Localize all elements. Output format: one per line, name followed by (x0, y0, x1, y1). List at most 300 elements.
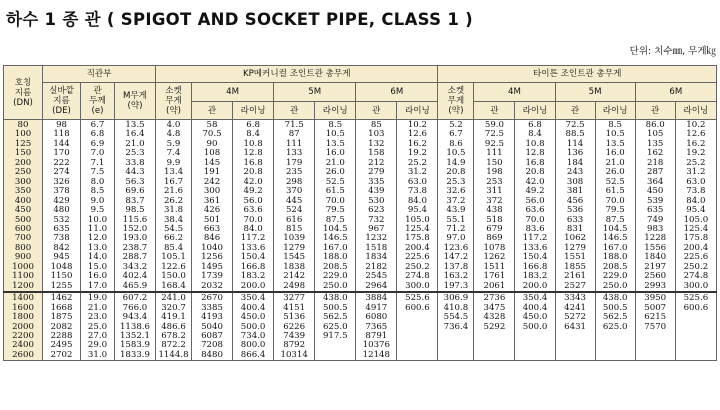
table-cell: 84.0 (686, 195, 706, 206)
table-cell: 562.5 (602, 312, 628, 323)
table-cell: 95.4 (686, 205, 706, 216)
table-cell: 378 (53, 186, 70, 197)
table-cell: 361 (203, 195, 221, 206)
table-cell: 87.5 (325, 214, 345, 225)
table-cell: 6.8 (528, 120, 542, 130)
header-kp-4m: 4M (191, 83, 273, 102)
table-cell: 917.5 (322, 330, 348, 341)
table-cell: 6226 (283, 321, 306, 332)
table-cell: 8.5 (90, 186, 105, 197)
table-cell: 200.4 (405, 242, 430, 253)
table-cell: 25.2 (686, 157, 706, 168)
table-cell: 95.4 (407, 205, 427, 216)
table-cell: 73.8 (407, 186, 427, 197)
table-cell: 229.0 (602, 271, 628, 282)
table-cell: 402.4 (122, 271, 148, 282)
value-column (156, 292, 192, 361)
value-column (635, 292, 675, 361)
table-cell: 532 (53, 214, 70, 225)
table-cell: 105 (647, 129, 664, 140)
table-cell: 23.0 (87, 312, 108, 323)
table-cell: 12148 (362, 349, 390, 360)
table-cell (397, 351, 437, 360)
table-cell: 135 (647, 138, 664, 149)
table-cell: 1833.9 (119, 349, 151, 360)
header-lining: 라이닝 (675, 102, 716, 120)
table-cell: 4328 (483, 312, 506, 323)
table-cell: 736.4 (443, 321, 469, 332)
table-cell: 103 (368, 129, 385, 140)
table-cell: 2182 (365, 261, 388, 272)
table-cell: 5136 (283, 312, 306, 323)
table-cell: 250 (14, 167, 32, 178)
table-cell: 438.0 (322, 293, 348, 304)
table-cell: 150.4 (522, 252, 548, 263)
table-cell: 13.0 (87, 242, 108, 253)
table-cell: 429 (53, 195, 70, 206)
table-cell: 13.5 (125, 120, 145, 130)
header-pipe: 관 (635, 102, 675, 120)
table-cell: 79.5 (605, 205, 625, 216)
table-cell: 9.9 (166, 157, 181, 168)
table-cell: 10.5 (605, 129, 625, 140)
table-cell: 225.6 (405, 252, 430, 263)
table-cell: 61.5 (325, 186, 345, 197)
table-cell: 7570 (644, 321, 667, 332)
table-cell: 800.0 (240, 340, 266, 351)
table-cell: 38.4 (163, 214, 184, 225)
table-cell: 2670 (201, 293, 223, 304)
table-cell: 8.5 (328, 120, 343, 130)
table-cell: 198 (486, 167, 503, 178)
table-cell: 518 (486, 214, 503, 225)
table-cell: 1551 (564, 252, 587, 263)
table-cell: 66.2 (163, 233, 184, 244)
header-straight-section: 직관부 (43, 66, 156, 83)
table-cell: 163.2 (443, 271, 469, 282)
table-cell (474, 351, 514, 360)
table-cell: 6215 (644, 312, 667, 323)
table-cell: 274 (53, 167, 70, 178)
header-kp-6m: 6M (356, 83, 438, 102)
table-cell: 200.0 (522, 280, 548, 291)
table-cell: 372 (486, 195, 503, 206)
header-nominal-diameter: 호칭 지름 (DN) (4, 66, 43, 120)
table-cell: 72.5 (484, 129, 505, 140)
nominal-diameter-column (4, 120, 43, 293)
table-cell: 8791 (365, 330, 388, 341)
table-cell: 308 (566, 176, 584, 187)
value-column (595, 120, 635, 293)
table-cell: 2082 (50, 321, 73, 332)
value-column (397, 292, 438, 361)
table-cell: 1511 (483, 261, 506, 272)
table-cell: 869 (486, 233, 503, 244)
table-cell: 450 (14, 205, 32, 216)
table-cell: 170 (53, 148, 70, 159)
table-cell: 32.6 (446, 186, 466, 197)
table-group-2 (4, 292, 717, 361)
table-cell: 17.0 (87, 280, 108, 291)
table-cell: 235 (285, 167, 303, 178)
table-cell: 4917 (365, 302, 388, 313)
table-cell: 104.5 (322, 223, 348, 234)
table-cell: 7208 (201, 340, 223, 351)
table-cell: 6.7 (449, 129, 463, 140)
table-cell: 500.5 (322, 302, 348, 313)
table-cell: 87.5 (605, 214, 625, 225)
header-pipe: 관 (356, 102, 397, 120)
table-cell: 5040 (201, 321, 223, 332)
table-cell: 5292 (483, 321, 506, 332)
table-cell (438, 351, 473, 360)
table-cell: 2400 (12, 340, 34, 351)
table-cell: 287 (647, 167, 664, 178)
table-cell: 19.0 (87, 293, 108, 304)
table-cell: 554.5 (443, 312, 469, 323)
table-cell: 10314 (280, 349, 308, 360)
table-cell: 866.4 (240, 349, 266, 360)
table-cell: 525.6 (405, 293, 430, 304)
value-column (555, 120, 595, 293)
header-pipe: 관 (191, 102, 232, 120)
table-cell: 679 (486, 223, 503, 234)
table-cell: 29.0 (87, 340, 108, 351)
table-cell: 2498 (283, 280, 306, 291)
table-cell: 7.4 (166, 148, 181, 159)
table-cell: 31.2 (407, 167, 427, 178)
table-cell: 166.8 (240, 261, 266, 272)
value-column (675, 120, 716, 293)
table-cell: 162 (647, 148, 664, 159)
table-cell: 335 (368, 176, 385, 187)
table-cell: 12.6 (407, 129, 427, 140)
table-cell: 118 (53, 129, 70, 140)
table-cell: 179 (285, 157, 303, 168)
table-cell: 52.5 (605, 176, 625, 187)
table-cell: 1138.6 (119, 321, 151, 332)
table-cell: 25.2 (407, 157, 427, 168)
value-column (114, 292, 155, 361)
table-cell: 8792 (283, 340, 306, 351)
table-cell: 37.2 (446, 195, 466, 206)
table-cell: 147.2 (443, 252, 469, 263)
table-cell: 2495 (50, 340, 73, 351)
value-column (555, 292, 595, 361)
header-lining: 라이닝 (515, 102, 555, 120)
table-cell: 288.7 (122, 252, 148, 263)
table-cell: 450.0 (240, 312, 266, 323)
table-cell: 439 (368, 186, 385, 197)
table-cell: 326 (53, 176, 70, 187)
table-cell: 20.8 (525, 167, 545, 178)
table-cell: 16.4 (125, 129, 145, 140)
table-cell: 4193 (201, 312, 223, 323)
table-cell: 1556 (644, 242, 667, 253)
table-cell: 2142 (283, 271, 306, 282)
table-cell: 111 (486, 148, 503, 159)
table-cell: 8.0 (90, 176, 105, 187)
table-cell (556, 351, 595, 360)
table-cell: 136 (566, 148, 584, 159)
table-cell: 1048 (50, 261, 73, 272)
value-column (675, 292, 716, 361)
table-cell: 63.0 (407, 176, 427, 187)
table-cell: 31.2 (686, 167, 706, 178)
table-cell: 300.0 (405, 280, 430, 291)
table-cell: 1040 (201, 242, 223, 253)
table-cell: 1834 (365, 252, 388, 263)
table-cell: 16.0 (325, 148, 345, 159)
value-column (438, 120, 474, 293)
table-cell: 44.3 (125, 167, 145, 178)
table-cell: 16.8 (243, 157, 263, 168)
table-cell: 117.2 (522, 233, 548, 244)
table-cell: 983 (647, 223, 664, 234)
table-cell: 54.5 (163, 223, 184, 234)
table-cell: 222 (53, 157, 70, 168)
table-cell: 191 (203, 167, 221, 178)
table-cell: 900 (14, 252, 32, 263)
table-cell: 7.1 (90, 157, 105, 168)
table-cell: 184 (566, 157, 584, 168)
table-cell: 445 (285, 195, 303, 206)
table-cell: 84.0 (407, 195, 427, 206)
table-cell: 105.0 (405, 214, 430, 225)
table-cell: 133.6 (240, 242, 266, 253)
table-cell: 3884 (365, 293, 388, 304)
table-cell: 635 (647, 205, 664, 216)
header-tyton-socket-weight: 소켓 무게 (약) (438, 83, 474, 120)
table-cell: 16.2 (686, 138, 706, 149)
table-cell: 1228 (644, 233, 667, 244)
table-cell: 501 (203, 214, 221, 225)
table-cell: 1232 (365, 233, 388, 244)
table-cell: 146.5 (602, 233, 628, 244)
table-cell: 20.8 (446, 167, 466, 178)
table-cell: 125 (14, 138, 32, 149)
table-cell: 1875 (50, 312, 73, 323)
table-cell: 500.0 (522, 321, 548, 332)
table-cell: 3475 (483, 302, 506, 313)
table-cell: 6.9 (90, 138, 105, 149)
table-cell: 70.5 (202, 129, 222, 140)
header-pipe: 관 (274, 102, 315, 120)
table-cell: 2032 (201, 280, 223, 291)
table-cell: 70.0 (605, 195, 625, 206)
table-cell: 225.6 (683, 252, 709, 263)
table-cell: 607.2 (122, 293, 148, 304)
table-cell: 49.2 (243, 186, 263, 197)
table-cell: 5272 (564, 312, 587, 323)
value-column (43, 292, 81, 361)
table-cell: 306.9 (443, 293, 469, 304)
table-cell: 2161 (564, 271, 587, 282)
table-cell: 83.6 (525, 223, 545, 234)
table-cell: 7.5 (90, 167, 105, 178)
table-cell: 72.5 (565, 120, 585, 130)
table-cell: 71.5 (284, 120, 304, 130)
table-cell: 183.2 (522, 271, 548, 282)
table-cell: 79.5 (325, 205, 345, 216)
table-cell: 105.0 (683, 214, 709, 225)
header-thickness: 관 두께 (e) (81, 83, 115, 120)
table-cell: 7439 (283, 330, 306, 341)
table-cell: 536 (566, 205, 584, 216)
table-cell: 600.6 (683, 302, 709, 313)
table-cell: 73.8 (686, 186, 706, 197)
table-cell: 1761 (483, 271, 506, 282)
table-cell: 500 (14, 214, 32, 225)
table-cell: 2702 (50, 349, 73, 360)
table-cell: 438 (486, 205, 503, 216)
table-cell: 183.2 (240, 271, 266, 282)
table-cell: 167.0 (322, 242, 348, 253)
table-cell: 125.4 (683, 223, 709, 234)
table-cell: 2000 (12, 321, 34, 332)
table-cell: 15.0 (87, 261, 108, 272)
header-lining: 라이닝 (397, 102, 438, 120)
table-cell: 212 (368, 157, 385, 168)
header-kp-total-weight: KP메커니컬 조인트관 총무게 (156, 66, 438, 83)
table-cell: 200.4 (683, 242, 709, 253)
table-cell: 25.3 (446, 176, 466, 187)
table-cell: 49.2 (525, 186, 545, 197)
table-cell: 3277 (283, 293, 306, 304)
table-cell: 1039 (283, 233, 306, 244)
value-column (315, 292, 356, 361)
table-cell: 2197 (644, 261, 667, 272)
header-pipe: 관 (555, 102, 595, 120)
table-cell: 4241 (564, 302, 587, 313)
table-cell: 700 (14, 233, 32, 244)
table-cell: 1800 (12, 312, 34, 323)
value-column (474, 292, 515, 361)
table-cell: 197.3 (443, 280, 469, 291)
table-cell: 193.0 (122, 233, 148, 244)
table-cell: 71.2 (446, 223, 466, 234)
table-cell: 486.6 (161, 321, 186, 332)
table-cell: 732 (368, 214, 385, 225)
table-cell: 26.0 (605, 167, 625, 178)
table-cell: 5.2 (449, 120, 463, 130)
table-cell: 250.0 (322, 280, 348, 291)
table-cell: 456 (566, 195, 584, 206)
table-cell: 19.2 (407, 148, 427, 159)
table-cell: 1256 (201, 252, 223, 263)
table-cell: 200.0 (240, 280, 266, 291)
table-cell: 350.4 (522, 293, 548, 304)
table-cell: 21.0 (605, 157, 625, 168)
table-cell: 70.0 (525, 214, 545, 225)
table-cell: 6087 (201, 330, 223, 341)
table-cell: 123.6 (443, 242, 469, 253)
table-cell: 253 (486, 176, 503, 187)
table-cell: 465.9 (122, 280, 148, 291)
table-cell: 5.9 (166, 138, 181, 149)
table-cell: 381 (566, 186, 584, 197)
table-cell: 7.0 (90, 148, 105, 159)
table-cell: 2288 (50, 330, 73, 341)
table-cell: 125.4 (405, 223, 430, 234)
table-cell: 16.8 (525, 157, 545, 168)
table-cell: 25.0 (87, 321, 108, 332)
table-cell: 13.5 (325, 138, 345, 149)
table-cell: 633 (566, 214, 584, 225)
table-cell: 115.6 (122, 214, 148, 225)
table-cell: 250.0 (602, 280, 628, 291)
table-cell: 600.6 (405, 302, 430, 313)
table-cell: 9.0 (90, 195, 105, 206)
table-cell: 2545 (365, 271, 388, 282)
table-cell: 250.2 (405, 261, 430, 272)
table-cell: 419.1 (161, 312, 186, 323)
table-cell: 33.8 (125, 157, 145, 168)
table-cell (515, 351, 554, 360)
table-cell: 145 (203, 157, 221, 168)
table-cell: 175.8 (405, 233, 430, 244)
table-cell: 10.8 (243, 138, 263, 149)
value-column (191, 292, 232, 361)
table-cell: 6.8 (246, 120, 260, 130)
table-cell: 166.8 (522, 261, 548, 272)
table-cell: 208.5 (322, 261, 348, 272)
table-cell: 539 (647, 195, 664, 206)
table-cell: 8480 (201, 349, 223, 360)
table-cell: 6080 (365, 312, 388, 323)
table-cell: 1062 (564, 233, 587, 244)
value-column (81, 292, 115, 361)
table-cell: 6.7 (90, 120, 105, 130)
table-cell: 10376 (362, 340, 390, 351)
table-cell: 350 (14, 186, 32, 197)
header-m-weight: M무게 (약) (114, 83, 155, 120)
table-cell: 1400 (12, 293, 34, 304)
table-cell (636, 351, 675, 360)
table-cell: 450 (647, 186, 664, 197)
value-column (191, 120, 232, 293)
table-cell: 98.5 (125, 205, 145, 216)
value-column (274, 120, 315, 293)
table-cell: 2527 (564, 280, 587, 291)
table-cell: 530 (368, 195, 385, 206)
table-cell: 14.9 (446, 157, 466, 168)
table-cell: 1255 (50, 280, 73, 291)
table-cell: 168.4 (161, 280, 186, 291)
table-cell: 943.4 (122, 312, 148, 323)
table-cell: 8.4 (246, 129, 260, 140)
table-cell: 12.0 (87, 233, 108, 244)
value-column (233, 120, 274, 293)
table-cell: 400.4 (522, 302, 548, 313)
table-cell: 6431 (564, 321, 587, 332)
table-cell: 21.0 (325, 157, 345, 168)
table-cell: 2600 (12, 349, 34, 360)
table-cell: 12.8 (525, 148, 545, 159)
table-cell: 92.5 (484, 138, 505, 149)
table-cell: 117.2 (240, 233, 266, 244)
table-cell: 426 (203, 205, 221, 216)
header-lining: 라이닝 (315, 102, 356, 120)
table-cell: 27.0 (87, 330, 108, 341)
table-cell: 800 (14, 242, 32, 253)
table-cell (676, 351, 716, 360)
table-cell: 61.5 (605, 186, 625, 197)
table-cell: 56.0 (243, 195, 263, 206)
table-cell: 242 (203, 176, 221, 187)
nominal-diameter-column (4, 292, 43, 361)
table-cell: 300 (203, 186, 221, 197)
